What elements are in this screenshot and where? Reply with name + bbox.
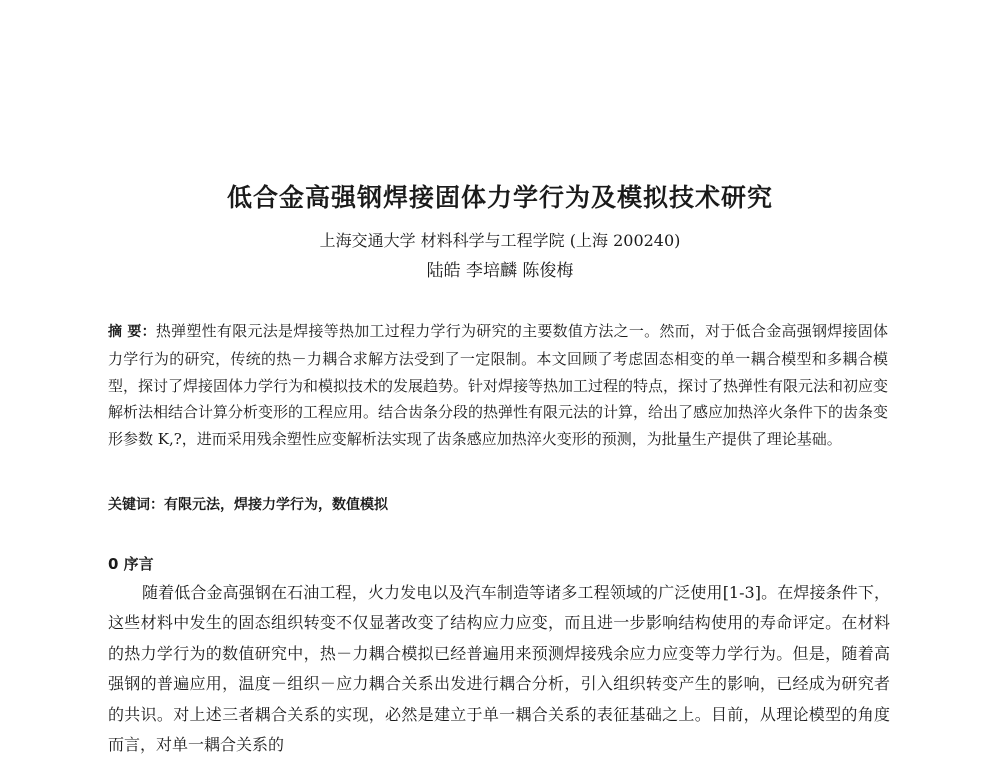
abstract-label: 摘 要： [108,324,156,340]
author-affiliation: 上海交通大学 材料科学与工程学院 (上海 200240) [319,231,681,250]
abstract-text: 热弹塑性有限元法是焊接等热加工过程力学行为研究的主要数值方法之一。然而，对于低合金高强钢焊接固体力学行为的研究，传统的热－力耦合求解方法受到了一定限制。本文回顾了考虑固态相变的单一耦合模型和多耦合模型，探讨了焊接固体力学行为和模拟技术的发展趋势。针对焊接等热加工过程的特点，探讨了热弹性有限元法和初应变解析法相结合计算分析变形的工程应用。结合齿条分段的热弹性有限元法的计算，给出了感应加热淬火条件下的齿条变形参数 K,?，进而采用残余塑性应变解析法实现了齿条感应加热淬火变形的预测，为批量生产提供了理论基础。 [108,322,889,449]
keywords: 关键词：有限元法，焊接力学行为，数值模拟 [108,497,388,513]
section-heading-introduction: 0 序言 [108,555,154,573]
abstract [108,318,888,453]
introduction-paragraph: 随着低合金高强钢在石油工程，火力发电以及汽车制造等诸多工程领域的广泛使用[1-3]。在焊接条件下，这些材料中发生的固态组织转变不仅显著改变了结构应力应变，而且进一步影响结构使用的寿命评定。在材料的热力学行为的数值研究中，热－力耦合模拟已经普遍用来预测焊接残余应力应变等力学行为。但是，随着高强钢的普遍应用，温度－组织－应力耦合关系出发进行耦合分析，引入组织转变产生的影响，已经成为研究者的共识。对上述三者耦合关系的实现，必然是建立于单一耦合关系的表征基础之上。目前，从理论模型的角度而言，对单一耦合关系的 [108,583,890,755]
paper-title: 低合金高强钢焊接固体力学行为及模拟技术研究 [226,183,773,212]
author-names: 陆皓 李培麟 陈俊梅 [426,261,574,281]
